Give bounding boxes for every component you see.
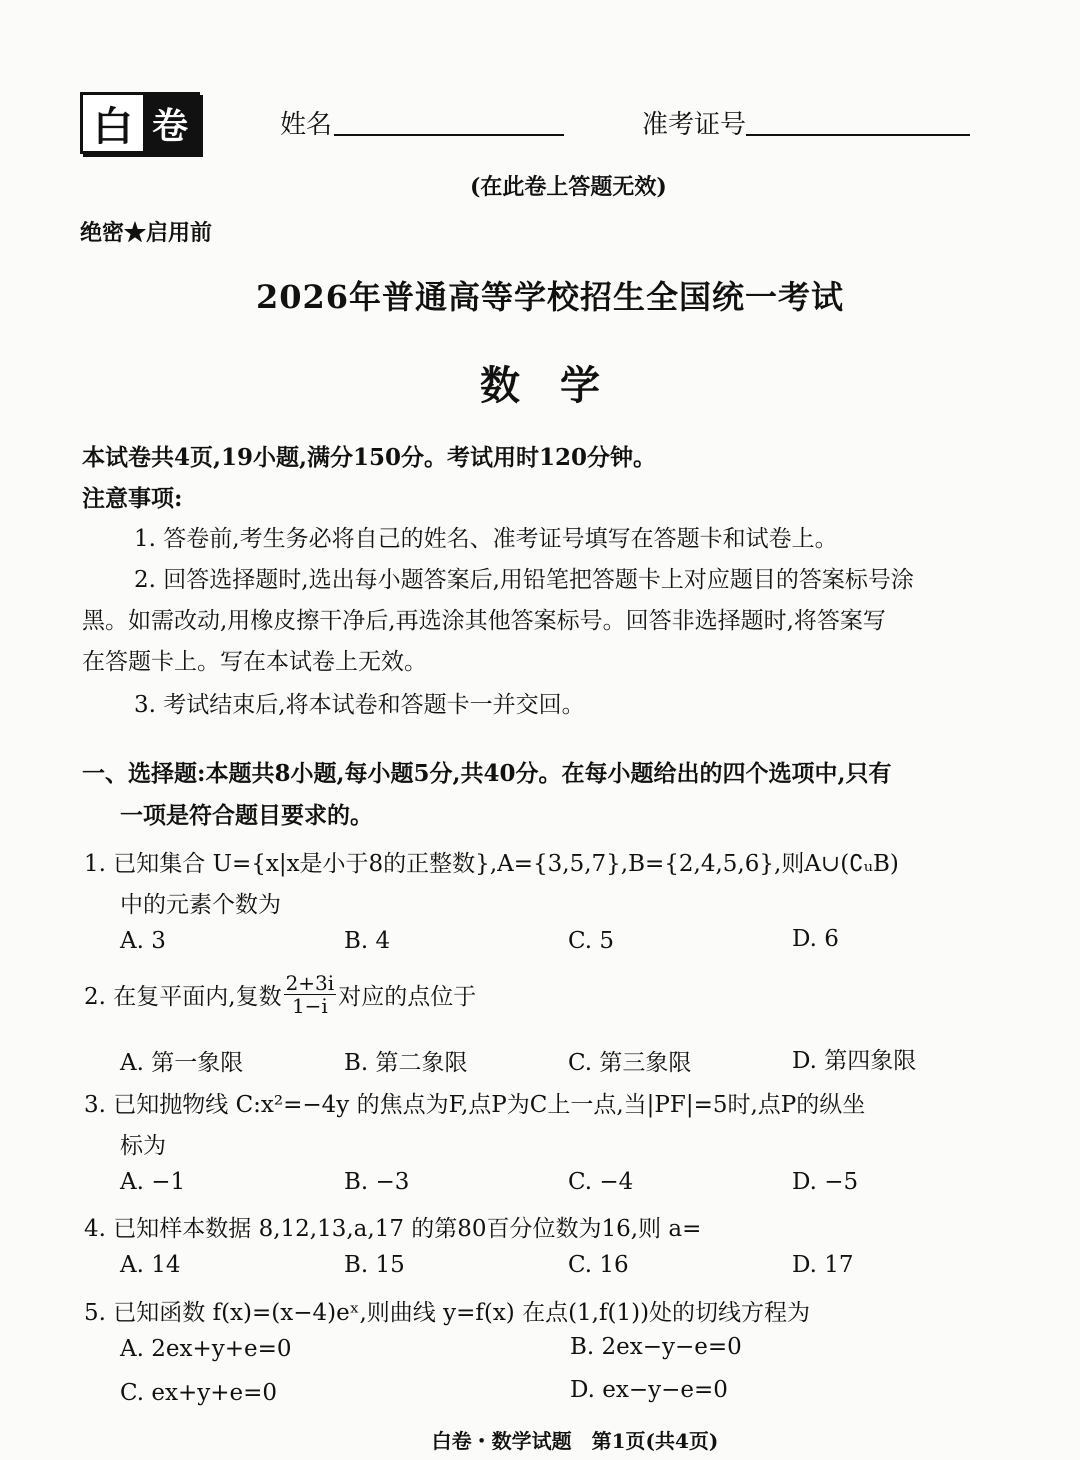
notice-item-2-line1: 2. 回答选择题时,选出每小题答案后,用铅笔把答题卡上对应题目的答案标号涂 (134, 567, 914, 593)
q4-option-b: B. 15 (344, 1252, 405, 1278)
q1-option-b: B. 4 (344, 928, 391, 954)
q2-option-b: B. 第二象限 (344, 1050, 468, 1076)
exam-title: 2026年普通高等学校招生全国统一考试 (255, 278, 845, 316)
q5-option-c: C. ex+y+e=0 (120, 1380, 278, 1406)
q1-stem-line1: 1. 已知集合 U={x|x是小于8的正整数},A={3,5,7},B={2,4,5,6},则A∪(∁ᵤB) (84, 851, 899, 877)
q5-stem: 5. 已知函数 f(x)=(x−4)eˣ,则曲线 y=f(x) 在点(1,f(1))处的切线方程为 (84, 1300, 811, 1326)
name-label: 姓名 (280, 110, 333, 140)
q4-option-d: D. 17 (792, 1252, 854, 1278)
q5-option-d: D. ex−y−e=0 (570, 1377, 728, 1403)
q2-fraction (284, 972, 337, 1017)
q2-denominator: 1−i (291, 994, 328, 1018)
notice-item-1: 1. 答卷前,考生务必将自己的姓名、准考证号填写在答题卡和试卷上。 (134, 526, 838, 552)
q3-option-c: C. −4 (568, 1169, 634, 1195)
exam-intro: 本试卷共4页,19小题,满分150分。考试用时120分钟。 (82, 444, 657, 471)
q1-option-c: C. 5 (568, 928, 615, 954)
q2-stem-suffix: 对应的点位于 (338, 984, 477, 1010)
exam-id-field[interactable] (746, 134, 970, 136)
section1-heading-line1: 一、选择题:本题共8小题,每小题5分,共40分。在每小题给出的四个选项中,只有 (82, 760, 892, 787)
q2-option-d: D. 第四象限 (792, 1048, 917, 1074)
q1-option-d: D. 6 (792, 926, 839, 952)
q2-stem-prefix: 2. 在复平面内,复数 (84, 984, 282, 1010)
q2-numerator: 2+3i (285, 971, 335, 995)
badge-right: 卷 (143, 95, 197, 151)
q1-option-a: A. 3 (120, 928, 166, 954)
q4-option-c: C. 16 (568, 1252, 629, 1278)
secret-mark: 绝密★启用前 (80, 220, 213, 246)
paper-type-badge (80, 92, 200, 154)
badge-left: 白 (83, 95, 143, 151)
section1-heading-line2: 一项是符合题目要求的。 (120, 802, 373, 829)
notice-item-2-line2: 黑。如需改动,用橡皮擦干净后,再选涂其他答案标号。回答非选择题时,将答案写 (82, 608, 886, 634)
subject-title: 数学 (480, 362, 640, 409)
q2-stem (84, 972, 476, 1017)
q3-option-b: B. −3 (344, 1169, 410, 1195)
q3-option-a: A. −1 (120, 1169, 186, 1195)
q3-stem-line2: 标为 (120, 1133, 166, 1159)
page-footer: 白卷・数学试题 第1页(共4页) (431, 1429, 719, 1453)
q3-option-d: D. −5 (792, 1169, 859, 1195)
exam-id-label: 准考证号 (642, 110, 747, 140)
invalid-note: (在此卷上答题无效) (470, 174, 667, 200)
q5-option-a: A. 2ex+y+e=0 (120, 1336, 292, 1362)
name-field[interactable] (334, 134, 564, 136)
q2-option-c: C. 第三象限 (568, 1050, 692, 1076)
notice-heading: 注意事项: (82, 485, 183, 512)
q4-option-a: A. 14 (120, 1252, 181, 1278)
q2-option-a: A. 第一象限 (120, 1050, 244, 1076)
notice-item-2-line3: 在答题卡上。写在本试卷上无效。 (82, 649, 427, 675)
q5-option-b: B. 2ex−y−e=0 (570, 1334, 742, 1360)
q1-stem-line2: 中的元素个数为 (120, 892, 281, 918)
notice-item-3: 3. 考试结束后,将本试卷和答题卡一并交回。 (134, 692, 585, 718)
q3-stem-line1: 3. 已知抛物线 C:x²=−4y 的焦点为F,点P为C上一点,当|PF|=5时,点P的纵坐 (84, 1092, 866, 1118)
q4-stem: 4. 已知样本数据 8,12,13,a,17 的第80百分位数为16,则 a= (84, 1216, 702, 1242)
